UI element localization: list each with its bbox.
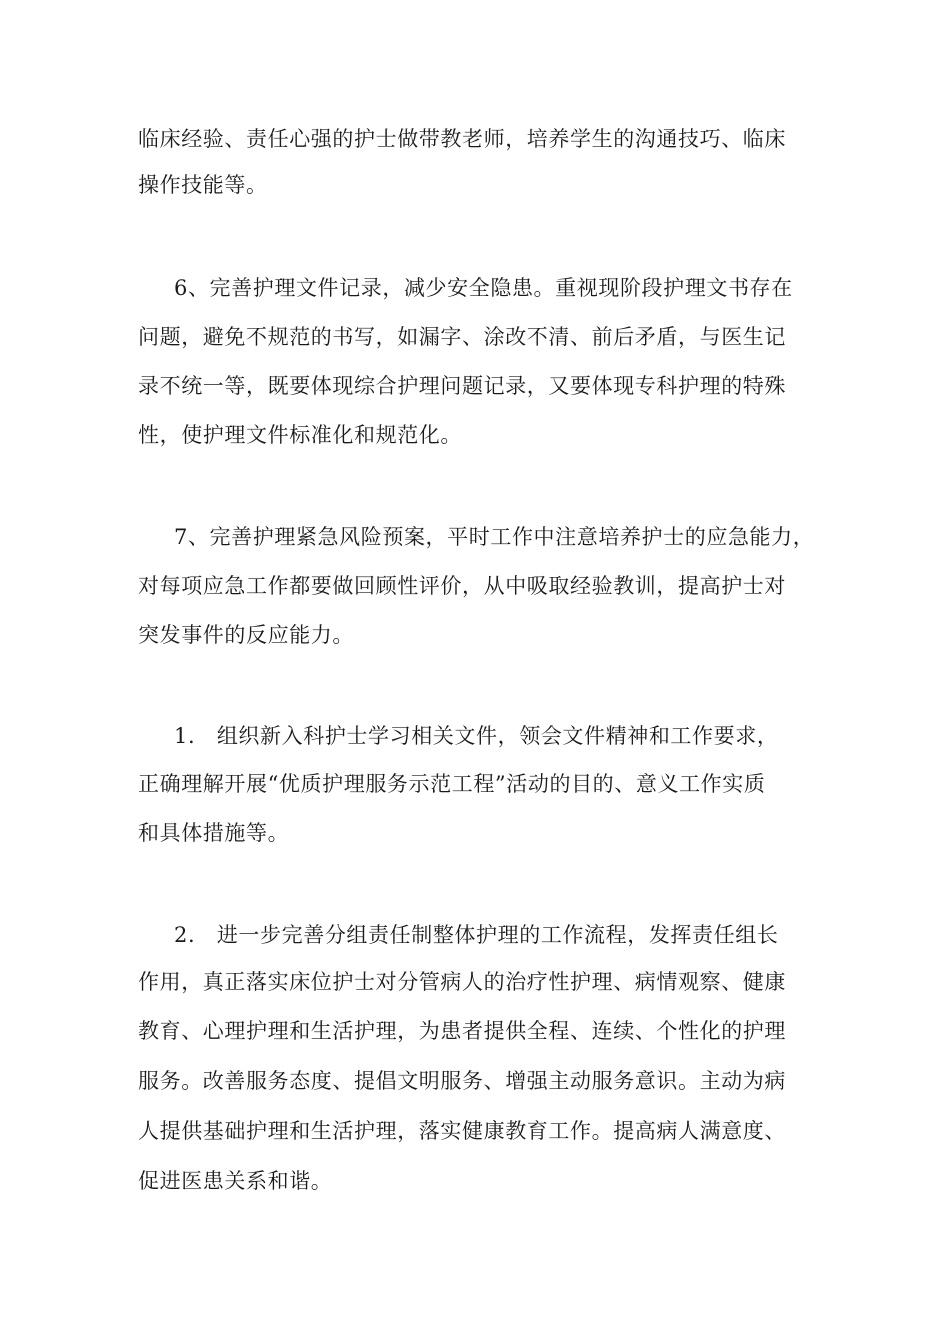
text-line: 教育、心理护理和生活护理，为患者提供全程、连续、个性化的护理 xyxy=(138,1019,786,1043)
text-line: 和具体措施等。 xyxy=(138,821,290,845)
text-line: 作用，真正落实床位护士对分管病人的治疗性护理、病情观察、健康 xyxy=(138,970,786,994)
text-line: 促进医患关系和谐。 xyxy=(138,1169,333,1193)
text-line: 7、完善护理紧急风险预案，平时工作中注意培养护士的应急能力， xyxy=(174,525,815,549)
text-line: 人提供基础护理和生活护理，落实健康教育工作。提高病人满意度、 xyxy=(138,1119,786,1143)
text-line: 对每项应急工作都要做回顾性评价，从中吸取经验教训，提高护士对 xyxy=(138,574,786,598)
text-line: 1. 组织新入科护士学习相关文件，领会文件精神和工作要求， xyxy=(174,724,779,748)
text-line: 操作技能等。 xyxy=(138,173,268,197)
text-line: 录不统一等，既要体现综合护理问题记录，又要体现专科护理的特殊 xyxy=(138,374,786,398)
text-line: 2. 进一步完善分组责任制整体护理的工作流程，发挥责任组长 xyxy=(174,923,779,947)
text-line: 正确理解开展“优质护理服务示范工程”活动的目的、意义工作实质 xyxy=(138,772,766,796)
text-line: 6、完善护理文件记录，减少安全隐患。重视现阶段护理文书存在 xyxy=(174,276,793,300)
text-line: 性，使护理文件标准化和规范化。 xyxy=(138,423,462,447)
text-line: 临床经验、责任心强的护士做带教老师，培养学生的沟通技巧、临床 xyxy=(138,127,786,151)
text-line: 突发事件的反应能力。 xyxy=(138,623,354,647)
text-line: 服务。改善服务态度、提倡文明服务、增强主动服务意识。主动为病 xyxy=(138,1069,786,1093)
text-line: 问题，避免不规范的书写，如漏字、涂改不清、前后矛盾，与医生记 xyxy=(138,325,786,349)
